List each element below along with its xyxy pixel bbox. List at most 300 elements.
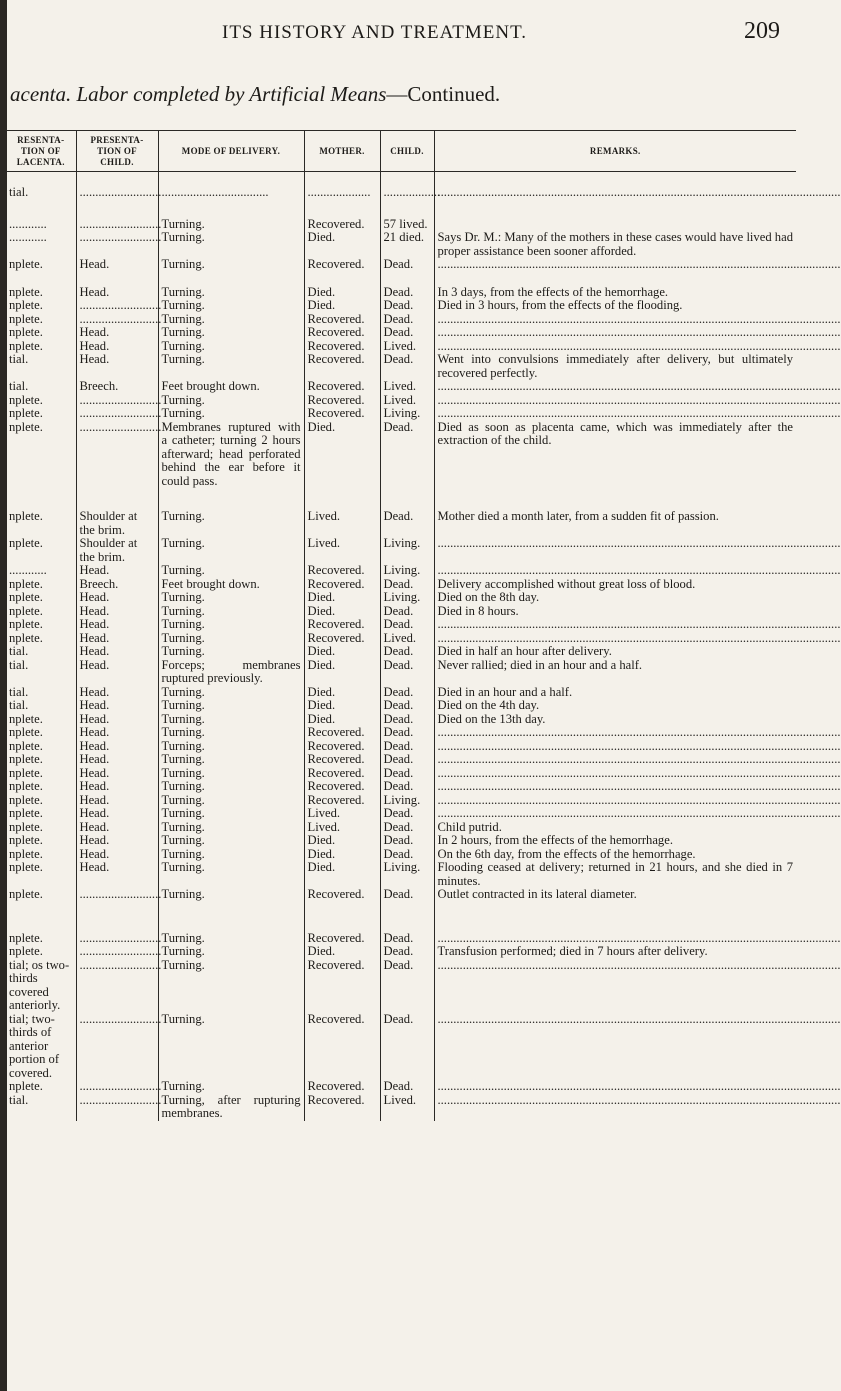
child-outcome-cell: Living. <box>380 861 434 888</box>
mother-outcome-cell: Recovered. <box>304 959 380 1013</box>
spacer-cell <box>434 172 796 187</box>
mother-outcome-cell: Died. <box>304 686 380 700</box>
table-row <box>6 618 796 632</box>
table-row <box>6 380 796 394</box>
remarks-cell: ................................................................................................................................ <box>434 740 796 754</box>
row-spacer <box>6 172 796 187</box>
mother-outcome-cell: Recovered. <box>304 407 380 421</box>
spacer-cell <box>6 172 76 187</box>
child-presentation-cell: .......................... <box>76 421 158 489</box>
spacer-cell <box>434 200 796 218</box>
remarks-cell: ................................................................................................................................ <box>434 313 796 327</box>
placenta-cell: nplete. <box>9 752 43 766</box>
delivery-mode-cell: Turning. <box>158 326 304 340</box>
table-row <box>6 407 796 421</box>
spacer-cell <box>304 272 380 286</box>
remarks-cell: ................................................................................................................................ <box>434 340 796 354</box>
placenta-cell: nplete. <box>9 392 43 407</box>
remarks-cell: ................................................................................................................................ <box>434 1013 796 1081</box>
mother-outcome-cell: Recovered. <box>304 780 380 794</box>
placenta-cell: nplete. <box>9 819 43 834</box>
spacer-cell <box>76 488 158 510</box>
mother-outcome-cell: Died. <box>304 286 380 300</box>
placenta-cell: tial. <box>9 657 29 672</box>
delivery-mode-cell: Turning. <box>158 407 304 421</box>
child-outcome-cell: Living. <box>380 794 434 808</box>
table-row <box>6 821 796 835</box>
remarks-cell: ................................................................................................................................ <box>434 932 796 946</box>
mother-outcome-cell: Died. <box>304 659 380 686</box>
child-outcome-cell: Dead. <box>380 807 434 821</box>
child-outcome-cell: Dead. <box>380 959 434 1013</box>
delivery-mode-cell: Turning. <box>158 834 304 848</box>
mother-outcome-cell: Recovered. <box>304 1013 380 1081</box>
mother-outcome-cell: Recovered. <box>304 888 380 902</box>
table-row <box>6 537 796 564</box>
remarks-cell: ................................................................................................................................ <box>434 794 796 808</box>
placenta-cell: nplete. <box>9 603 43 618</box>
delivery-table <box>6 130 841 1121</box>
delivery-mode-cell: Turning. <box>158 848 304 862</box>
remarks-cell: Child putrid. <box>434 821 796 835</box>
table-row <box>6 959 796 1013</box>
spacer-cell <box>304 172 380 187</box>
table-row <box>6 286 796 300</box>
table-row <box>6 605 796 619</box>
delivery-mode-cell: Turning. <box>158 605 304 619</box>
delivery-mode-cell: .................................. <box>158 186 304 200</box>
spacer-cell <box>6 272 76 286</box>
child-presentation-cell: Head. <box>76 645 158 659</box>
placenta-presentation-header: RESENTA- TION OF LACENTA. <box>6 131 76 172</box>
remarks-cell: ................................................................................................................................ <box>434 753 796 767</box>
remarks-cell: Says Dr. M.: Many of the mothers in these cases would have lived had proper assistance been sooner afforded. <box>434 231 796 258</box>
placenta-cell: tial; os two-thirds covered anteriorly. <box>9 957 70 1012</box>
delivery-mode-cell: Turning. <box>158 780 304 794</box>
child-outcome-cell: Dead. <box>380 510 434 537</box>
mother-outcome-cell: Lived. <box>304 821 380 835</box>
mother-outcome-cell: Died. <box>304 605 380 619</box>
remarks-cell: On the 6th day, from the effects of the hemorrhage. <box>434 848 796 862</box>
spacer-cell <box>304 902 380 932</box>
placenta-cell: nplete. <box>9 725 43 739</box>
spacer-cell <box>6 488 76 510</box>
remarks-cell: ................................................................................................................................ <box>434 780 796 794</box>
delivery-mode-cell: Turning. <box>158 313 304 327</box>
mother-outcome-cell: Recovered. <box>304 394 380 408</box>
spacer-cell <box>6 200 76 218</box>
remarks-cell <box>434 218 796 232</box>
remarks-cell: ................................................................................................................................ <box>434 407 796 421</box>
remarks-cell: Died as soon as placenta came, which was immediately after the extraction of the child. <box>434 421 796 489</box>
child-outcome-cell: Dead. <box>380 932 434 946</box>
child-outcome-cell: Dead. <box>380 286 434 300</box>
placenta-cell: nplete. <box>9 419 43 434</box>
remarks-header: REMARKS. <box>434 131 796 172</box>
table-row <box>6 591 796 605</box>
child-presentation-cell: Head. <box>76 326 158 340</box>
spacer-cell <box>158 272 304 286</box>
remarks-cell: ................................................................................................................................ <box>434 959 796 1013</box>
table-row <box>6 834 796 848</box>
child-outcome-cell: Dead. <box>380 313 434 327</box>
child-presentation-cell: .......................... <box>76 959 158 1013</box>
table-row <box>6 780 796 794</box>
child-presentation-cell: Head. <box>76 780 158 794</box>
remarks-cell: In 2 hours, from the effects of the hemorrhage. <box>434 834 796 848</box>
placenta-cell: nplete. <box>9 930 43 945</box>
remarks-cell: ................................................................................................................................ <box>434 1094 796 1121</box>
remarks-cell: Transfusion performed; died in 7 hours after delivery. <box>434 945 796 959</box>
remarks-cell: Went into convulsions immediately after delivery, but ultimately recovered perfectly. <box>434 353 796 380</box>
mother-outcome-cell: Died. <box>304 834 380 848</box>
delivery-mode-cell: Turning. <box>158 394 304 408</box>
child-outcome-cell: Living. <box>380 591 434 605</box>
table-row <box>6 299 796 313</box>
placenta-cell: nplete. <box>9 711 43 726</box>
child-outcome-cell: Living. <box>380 407 434 421</box>
child-outcome-cell: Dead. <box>380 726 434 740</box>
child-outcome-cell: 21 died. <box>380 231 434 258</box>
table-row <box>6 353 796 380</box>
spacer-cell <box>158 902 304 932</box>
mother-outcome-cell: Recovered. <box>304 1080 380 1094</box>
spacer-cell <box>434 272 796 286</box>
placenta-cell: ............ <box>9 216 47 231</box>
remarks-cell: Flooding ceased at delivery; returned in 21 hours, and she died in 7 minutes. <box>434 861 796 888</box>
mother-outcome-cell: Recovered. <box>304 313 380 327</box>
caption-title: Labor completed by Artificial Means <box>76 82 387 106</box>
delivery-mode-cell: Turning. <box>158 218 304 232</box>
remarks-cell: ................................................................................................................................ <box>434 258 796 272</box>
placenta-cell: nplete. <box>9 860 43 874</box>
child-outcome-cell: 57 lived. <box>380 218 434 232</box>
child-outcome-cell: Living. <box>380 537 434 564</box>
child-outcome-cell: Dead. <box>380 848 434 862</box>
child-presentation-cell: .......................... <box>76 313 158 327</box>
placenta-cell: tial. <box>9 352 29 366</box>
remarks-cell: Never rallied; died in an hour and a half. <box>434 659 796 686</box>
spacer-cell <box>304 488 380 510</box>
table-row <box>6 1080 796 1094</box>
delivery-mode-cell: Turning. <box>158 1013 304 1081</box>
placenta-cell: nplete. <box>9 792 43 807</box>
placenta-cell: nplete. <box>9 617 43 631</box>
row-spacer <box>6 488 796 510</box>
child-presentation-cell: Head. <box>76 834 158 848</box>
spacer-cell <box>76 272 158 286</box>
spacer-cell <box>380 902 434 932</box>
table-row <box>6 726 796 740</box>
delivery-mode-cell: Turning. <box>158 591 304 605</box>
delivery-mode-cell: Turning. <box>158 740 304 754</box>
child-outcome-cell: Dead. <box>380 578 434 592</box>
delivery-mode-cell: Turning. <box>158 537 304 564</box>
remarks-cell: ................................................................................................................................ <box>434 537 796 564</box>
child-header: CHILD. <box>380 131 434 172</box>
placenta-cell: nplete. <box>9 765 43 780</box>
child-presentation-cell: Head. <box>76 821 158 835</box>
spacer-cell <box>76 902 158 932</box>
table-row <box>6 1094 796 1121</box>
mother-outcome-cell: Recovered. <box>304 767 380 781</box>
table-row <box>6 932 796 946</box>
delivery-mode-cell: Turning. <box>158 353 304 380</box>
table-row <box>6 699 796 713</box>
spacer-cell <box>158 200 304 218</box>
delivery-mode-cell: Turning. <box>158 286 304 300</box>
delivery-mode-cell: Turning. <box>158 299 304 313</box>
child-outcome-cell: Dead. <box>380 699 434 713</box>
mother-outcome-cell: Recovered. <box>304 740 380 754</box>
mother-outcome-cell: Recovered. <box>304 753 380 767</box>
delivery-mode-cell: Turning. <box>158 686 304 700</box>
table-row <box>6 1013 796 1081</box>
delivery-mode-cell: Turning. <box>158 699 304 713</box>
child-outcome-cell: Dead. <box>380 821 434 835</box>
delivery-mode-cell: Turning. <box>158 945 304 959</box>
table-row <box>6 218 796 232</box>
child-outcome-cell: Dead. <box>380 1013 434 1081</box>
child-outcome-cell: Lived. <box>380 340 434 354</box>
placenta-cell: nplete. <box>9 779 43 793</box>
remarks-cell: Died in 3 hours, from the effects of the flooding. <box>434 299 796 313</box>
placenta-cell: nplete. <box>9 630 43 645</box>
table-row <box>6 686 796 700</box>
row-spacer <box>6 272 796 286</box>
table-header-row <box>6 131 796 172</box>
child-outcome-cell: Dead. <box>380 645 434 659</box>
mother-outcome-cell: Died. <box>304 645 380 659</box>
delivery-mode-cell: Turning. <box>158 767 304 781</box>
mother-outcome-cell: Died. <box>304 945 380 959</box>
child-outcome-cell: Dead. <box>380 753 434 767</box>
mother-outcome-cell: Recovered. <box>304 353 380 380</box>
remarks-cell: Died in 8 hours. <box>434 605 796 619</box>
child-outcome-cell: Lived. <box>380 632 434 646</box>
child-presentation-cell: Head. <box>76 794 158 808</box>
child-outcome-cell: Dead. <box>380 767 434 781</box>
delivery-mode-cell: Turning. <box>158 794 304 808</box>
spacer-cell <box>434 488 796 510</box>
table-row <box>6 767 796 781</box>
child-presentation-cell: .......................... <box>76 186 158 200</box>
child-outcome-cell: Dead. <box>380 740 434 754</box>
placenta-cell: nplete. <box>9 1079 43 1093</box>
delivery-mode-cell: Turning. <box>158 632 304 646</box>
placenta-cell: nplete. <box>9 576 43 591</box>
mother-outcome-cell: Recovered. <box>304 578 380 592</box>
placenta-cell: nplete. <box>9 509 43 523</box>
table-row <box>6 394 796 408</box>
remarks-cell: ................................................................................................................................ <box>434 767 796 781</box>
delivery-mode-cell: Turning. <box>158 821 304 835</box>
table-row <box>6 753 796 767</box>
table-row <box>6 807 796 821</box>
child-presentation-header: PRESENTA- TION OF CHILD. <box>76 131 158 172</box>
child-presentation-cell: Head. <box>76 726 158 740</box>
row-spacer <box>6 902 796 932</box>
child-presentation-cell: Head. <box>76 848 158 862</box>
remarks-cell: ................................................................................................................................ <box>434 618 796 632</box>
child-outcome-cell: Dead. <box>380 780 434 794</box>
spacer-cell <box>380 488 434 510</box>
child-outcome-cell: .................. <box>380 186 434 200</box>
delivery-mode-cell: Turning. <box>158 258 304 272</box>
mother-outcome-cell: Died. <box>304 231 380 258</box>
placenta-cell: nplete. <box>9 590 43 604</box>
placenta-cell: tial. <box>9 379 29 393</box>
mother-header: MOTHER. <box>304 131 380 172</box>
child-presentation-cell: Head. <box>76 353 158 380</box>
child-presentation-cell: Head. <box>76 591 158 605</box>
caption-prefix: acenta. <box>10 82 72 106</box>
spacer-cell <box>304 200 380 218</box>
child-outcome-cell: Dead. <box>380 834 434 848</box>
placenta-cell: tial. <box>9 698 29 712</box>
placenta-cell: nplete. <box>9 406 43 420</box>
mother-outcome-cell: .................... <box>304 186 380 200</box>
mother-outcome-cell: Died. <box>304 713 380 727</box>
table-row <box>6 740 796 754</box>
child-presentation-cell: .......................... <box>76 945 158 959</box>
page-header <box>0 18 800 48</box>
spacer-cell <box>434 902 796 932</box>
delivery-mode-cell: Turning. <box>158 726 304 740</box>
mother-outcome-cell: Recovered. <box>304 218 380 232</box>
table-row <box>6 794 796 808</box>
table-row <box>6 186 796 200</box>
child-presentation-cell: Head. <box>76 564 158 578</box>
child-outcome-cell: Dead. <box>380 326 434 340</box>
table-row <box>6 578 796 592</box>
child-outcome-cell: Dead. <box>380 605 434 619</box>
child-outcome-cell: Lived. <box>380 394 434 408</box>
table-row <box>6 861 796 888</box>
placenta-cell: nplete. <box>9 298 43 312</box>
placenta-cell: ............ <box>9 230 47 244</box>
remarks-cell: ................................................................................................................................ <box>434 186 796 200</box>
child-presentation-cell: Head. <box>76 807 158 821</box>
child-presentation-cell: .......................... <box>76 231 158 258</box>
child-presentation-cell: .......................... <box>76 407 158 421</box>
delivery-mode-cell: Feet brought down. <box>158 380 304 394</box>
delivery-mode-cell: Forceps; membranes ruptured previously. <box>158 659 304 686</box>
child-presentation-cell: Head. <box>76 767 158 781</box>
child-presentation-cell: .......................... <box>76 888 158 902</box>
spacer-cell <box>380 172 434 187</box>
mother-outcome-cell: Lived. <box>304 807 380 821</box>
child-presentation-cell: Head. <box>76 258 158 272</box>
table-row <box>6 510 796 537</box>
child-outcome-cell: Dead. <box>380 659 434 686</box>
spacer-cell <box>380 200 434 218</box>
placenta-cell: tial. <box>9 684 29 699</box>
mother-outcome-cell: Recovered. <box>304 380 380 394</box>
table-row <box>6 632 796 646</box>
mother-outcome-cell: Died. <box>304 861 380 888</box>
delivery-mode-cell: Turning. <box>158 645 304 659</box>
table-caption <box>10 82 500 107</box>
page-number: 209 <box>744 18 780 44</box>
placenta-cell: nplete. <box>9 325 43 339</box>
delivery-mode-cell: Turning, after rupturing membranes. <box>158 1094 304 1121</box>
child-presentation-cell: Head. <box>76 286 158 300</box>
delivery-mode-cell: Turning. <box>158 618 304 632</box>
spacer-cell <box>380 272 434 286</box>
mode-of-delivery-header: MODE OF DELIVERY. <box>158 131 304 172</box>
table-row <box>6 848 796 862</box>
child-presentation-cell: .......................... <box>76 218 158 232</box>
table-row <box>6 231 796 258</box>
child-outcome-cell: Living. <box>380 564 434 578</box>
mother-outcome-cell: Died. <box>304 421 380 489</box>
table-body <box>6 172 841 1121</box>
delivery-mode-cell: Turning. <box>158 861 304 888</box>
table-row <box>6 659 796 686</box>
child-presentation-cell: Shoulder at the brim. <box>76 510 158 537</box>
delivery-mode-cell: Turning. <box>158 1080 304 1094</box>
delivery-mode-cell: Turning. <box>158 932 304 946</box>
mother-outcome-cell: Recovered. <box>304 326 380 340</box>
placenta-cell: nplete. <box>9 833 43 847</box>
placenta-cell: nplete. <box>9 944 43 958</box>
spacer-cell <box>76 172 158 187</box>
child-presentation-cell: .......................... <box>76 1013 158 1081</box>
mother-outcome-cell: Lived. <box>304 510 380 537</box>
mother-outcome-cell: Recovered. <box>304 632 380 646</box>
mother-outcome-cell: Recovered. <box>304 340 380 354</box>
child-outcome-cell: Dead. <box>380 299 434 313</box>
child-presentation-cell: Head. <box>76 618 158 632</box>
remarks-cell: Mother died a month later, from a sudden fit of passion. <box>434 510 796 537</box>
child-presentation-cell: Head. <box>76 753 158 767</box>
placenta-cell: nplete. <box>9 536 43 550</box>
remarks-cell: Outlet contracted in its lateral diameter. <box>434 888 796 902</box>
placenta-cell: tial. <box>9 1092 29 1107</box>
delivery-mode-cell: Turning. <box>158 713 304 727</box>
delivery-mode-cell: Turning. <box>158 231 304 258</box>
mother-outcome-cell: Died. <box>304 699 380 713</box>
remarks-cell: ................................................................................................................................ <box>434 380 796 394</box>
child-outcome-cell: Lived. <box>380 380 434 394</box>
child-presentation-cell: Head. <box>76 686 158 700</box>
mother-outcome-cell: Recovered. <box>304 564 380 578</box>
child-presentation-cell: Head. <box>76 861 158 888</box>
spacer-cell <box>158 488 304 510</box>
placenta-cell: nplete. <box>9 887 43 901</box>
placenta-cell: nplete. <box>9 806 43 820</box>
spacer-cell <box>158 172 304 187</box>
mother-outcome-cell: Recovered. <box>304 932 380 946</box>
placenta-cell: nplete. <box>9 846 43 861</box>
mother-outcome-cell: Died. <box>304 848 380 862</box>
placenta-cell: nplete. <box>9 311 43 326</box>
child-outcome-cell: Dead. <box>380 353 434 380</box>
table-row <box>6 564 796 578</box>
placenta-cell: tial. <box>9 644 29 658</box>
remarks-cell: ................................................................................................................................ <box>434 564 796 578</box>
delivery-mode-cell: Turning. <box>158 510 304 537</box>
remarks-cell: ................................................................................................................................ <box>434 326 796 340</box>
child-presentation-cell: .......................... <box>76 932 158 946</box>
row-spacer <box>6 200 796 218</box>
table-row <box>6 645 796 659</box>
remarks-cell: Died on the 4th day. <box>434 699 796 713</box>
child-presentation-cell: Head. <box>76 605 158 619</box>
child-presentation-cell: Head. <box>76 713 158 727</box>
table-row <box>6 340 796 354</box>
